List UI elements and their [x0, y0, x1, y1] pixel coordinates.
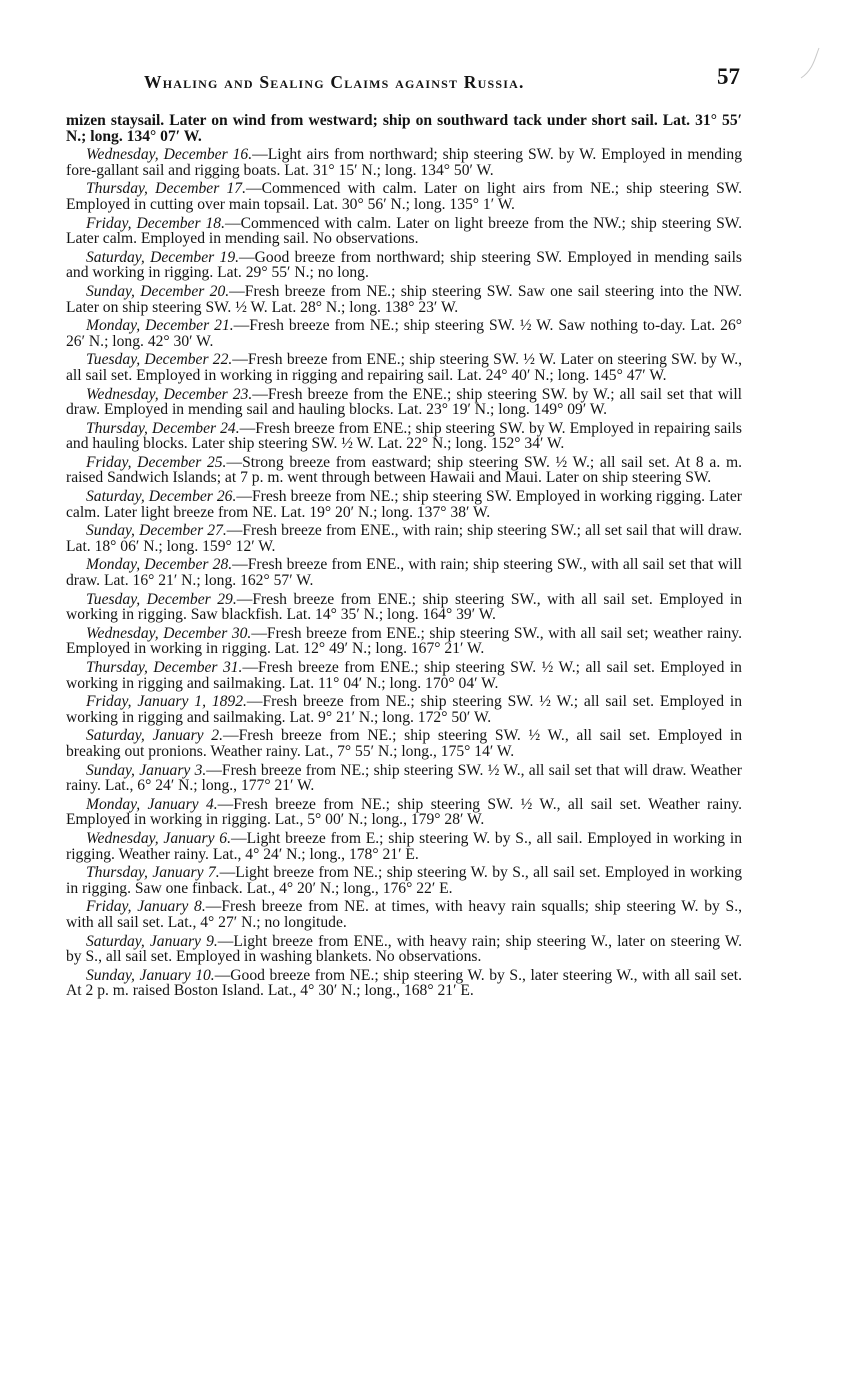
entry-date: Wednesday, December 16. — [86, 146, 253, 164]
log-entry — [66, 523, 742, 554]
entry-text: —Fresh breeze from NE.; ship steering SW. ½ W. Saw nothing to-day. Lat. 26° 26′ N.; long. 42° 30′ W. — [66, 317, 742, 350]
entry-text: —Fresh breeze from ENE.; ship steering SW. ½ W.; all sail set. Employed in working in rigging and sailmaking. Lat. 11° 04′ N.; long. 170° 04′ W. — [66, 659, 742, 692]
entry-date: Sunday, December 20. — [86, 282, 230, 300]
entry-text: —Fresh breeze from NE. at times, with heavy rain squalls; ship steering W. by S., with all sail set. Lat., 4° 27′ N.; no longitude. — [66, 898, 742, 931]
entry-date: Saturday, December 26. — [86, 488, 237, 506]
entry-date: Monday, January 4. — [86, 795, 218, 813]
paper-edge-mark — [795, 44, 823, 84]
entry-date: Friday, January 1, 1892. — [86, 693, 247, 711]
entry-text: —Fresh breeze from the ENE.; ship steering SW. by W.; all sail set that will draw. Employed in mending sail and hauling blocks. Lat. 23° 19′ N.; long. 149° 09′ W. — [66, 385, 742, 419]
entry-date: Thursday, December 24. — [86, 419, 240, 437]
continued-paragraph: mizen staysail. Later on wind from westward; ship on southward tack under short sail. Lat. 31° 55′ N.; long. 134° 07′ W. — [66, 112, 742, 145]
entry-date: Thursday, December 31. — [86, 659, 243, 676]
log-entry — [66, 352, 742, 383]
entry-date: Friday, December 18. — [86, 214, 225, 232]
log-entry — [66, 797, 742, 828]
entry-date: Wednesday, December 23. — [86, 385, 253, 403]
log-entry — [66, 660, 742, 691]
log-entry — [66, 250, 742, 281]
entry-date: Tuesday, December 22. — [86, 351, 233, 369]
log-entry — [66, 181, 742, 212]
entry-text: —Light airs from northward; ship steering SW. by W. Employed in mending fore-gallant sail and rigging boats. Lat. 31° 15′ N.; long. 134° 50′ W. — [66, 146, 743, 179]
entry-date: Wednesday, December 30. — [86, 624, 252, 642]
log-entry — [66, 147, 742, 178]
entry-text: —Fresh breeze from NE.; ship steering SW. Employed in working rigging. Later calm. Later light breeze from NE. Lat. 19° 20′ N.; long. 137° 38′ W. — [66, 488, 742, 521]
entry-text: —Fresh breeze from ENE., with rain; ship steering SW., with all sail set that will draw. Lat. 16° 21′ N.; long. 162° 57′ W. — [66, 556, 742, 590]
log-entry — [66, 626, 742, 657]
entry-text: —Fresh breeze from ENE.; ship steering SW., with all sail set. Employed in working in rigging. Saw blackfish. Lat. 14° 35′ N.; long. 164° 39′ W. — [66, 590, 742, 624]
log-entry — [66, 763, 742, 794]
entry-text: —Light breeze from ENE., with heavy rain; ship steering W., later on steering W. by S., all sail set. Employed in washing blankets. No observations. — [66, 932, 743, 966]
entry-text: —Fresh breeze from ENE.; ship steering SW. by W. Employed in repairing sails and hauling blocks. Later ship steering SW. ½ W. Lat. 22° N.; long. 152° 34′ W. — [66, 419, 743, 453]
page-number: 57 — [717, 64, 740, 89]
entry-date: Saturday, January 9. — [86, 932, 218, 950]
entry-date: Thursday, December 17. — [86, 180, 246, 198]
entry-date: Tuesday, December 29. — [86, 590, 237, 608]
log-entry — [66, 318, 742, 349]
log-entry — [66, 387, 742, 418]
entry-date: Friday, January 8. — [86, 898, 206, 916]
log-entry — [66, 592, 742, 623]
log-entry — [66, 728, 742, 759]
entry-text: —Light breeze from E.; ship steering W. by S., all sail. Employed in working in rigging. Weather rainy. Lat., 4° 24′ N.; long., 178° 21′ E. — [66, 829, 742, 863]
entry-text: —Good breeze from NE.; ship steering W. by S., later steering W., with all sail set. At 2 p. m. raised Boston Island. Lat., 4° 30′ N.; long., 168° 21′ E. — [66, 966, 742, 1000]
entry-date: Friday, December 25. — [86, 453, 227, 471]
entry-date: Monday, December 28. — [86, 556, 233, 574]
log-entry — [66, 489, 742, 520]
log-entry — [66, 694, 742, 725]
entry-text: —Good breeze from northward; ship steering SW. Employed in mending sails and working in rigging. Lat. 29° 55′ N.; no long. — [66, 248, 742, 282]
entry-text: —Fresh breeze from ENE.; ship steering SW., with all sail set; weather rainy. Employed in working in rigging. Lat. 12° 49′ N.; long. 167° 21′ W. — [66, 624, 742, 658]
entry-date: Saturday, December 19. — [86, 248, 240, 266]
entry-date: Monday, December 21. — [86, 317, 234, 335]
log-entry — [66, 284, 742, 315]
log-entry — [66, 831, 742, 862]
entry-date: Thursday, January 7. — [86, 864, 220, 882]
log-entry — [66, 557, 742, 588]
entry-text: —Fresh breeze from NE.; ship steering SW. ½ W., all sail set that will draw. Weather rainy. Lat., 6° 24′ N.; long., 177° 21′ W. — [66, 761, 742, 795]
entry-date: Wednesday, January 6. — [86, 829, 231, 847]
running-head — [66, 62, 742, 102]
entry-date: Sunday, December 27. — [86, 522, 227, 540]
log-entry — [66, 899, 742, 930]
entry-text: —Commenced with calm. Later on light breeze from the NW.; ship steering SW. Later calm. Employed in mending sail. No observations. — [66, 214, 742, 248]
entry-text: —Light breeze from NE.; ship steering W. by S., all sail set. Employed in working in rigging. Saw one finback. Lat., 4° 20′ N.; long., 176° 22′ E. — [66, 864, 742, 897]
log-entry — [66, 968, 742, 999]
log-entry — [66, 216, 742, 247]
log-entries — [66, 147, 742, 999]
entry-text: —Fresh breeze from NE.; ship steering SW. ½ W., all sail set. Weather rainy. Employed in working in rigging. Lat., 5° 00′ N.; long., 179° 28′ W. — [66, 795, 742, 829]
entry-text: —Fresh breeze from ENE., with rain; ship steering SW.; all set sail that will draw. Lat. 18° 06′ N.; long. 159° 12′ W. — [66, 522, 742, 555]
page-title: Whaling and Sealing Claims against Russia. — [144, 72, 525, 92]
log-entry — [66, 455, 742, 486]
entry-text: —Fresh breeze from NE.; ship steering SW. ½ W., all sail set. Employed in breaking out pronions. Weather rainy. Lat., 7° 55′ N.; long., 175° 14′ W. — [66, 727, 742, 760]
log-entry — [66, 934, 742, 965]
entry-text: —Commenced with calm. Later on light airs from NE.; ship steering SW. Employed in cutting over main topsail. Lat. 30° 56′ N.; long. 135° 1′ W. — [66, 180, 742, 213]
entry-date: Sunday, January 10. — [86, 966, 215, 984]
entry-text: —Strong breeze from eastward; ship steering SW. ½ W.; all sail set. At 8 a. m. raised Sandwich Islands; at 7 p. m. went through between Hawaii and Maui. Later on ship steering SW. — [66, 453, 742, 487]
log-entry — [66, 421, 742, 452]
entry-date: Saturday, January 2. — [86, 727, 223, 745]
log-entry — [66, 865, 742, 896]
log-text-body — [66, 113, 742, 1002]
entry-text: —Fresh breeze from NE.; ship steering SW. ½ W.; all sail set. Employed in working in rigging and sailmaking. Lat. 9° 21′ N.; long. 172° 50′ W. — [66, 693, 742, 726]
entry-text: —Fresh breeze from NE.; ship steering SW. Saw one sail steering into the NW. Later on ship steering SW. ½ W. Lat. 28° N.; long. 138° 23′ W. — [66, 282, 742, 316]
entry-date: Sunday, January 3. — [86, 761, 207, 779]
entry-text: —Fresh breeze from ENE.; ship steering SW. ½ W. Later on steering SW. by W., all sail set. Employed in working in rigging and repairing sail. Lat. 24° 40′ N.; long. 145° 47′ W. — [66, 351, 742, 384]
